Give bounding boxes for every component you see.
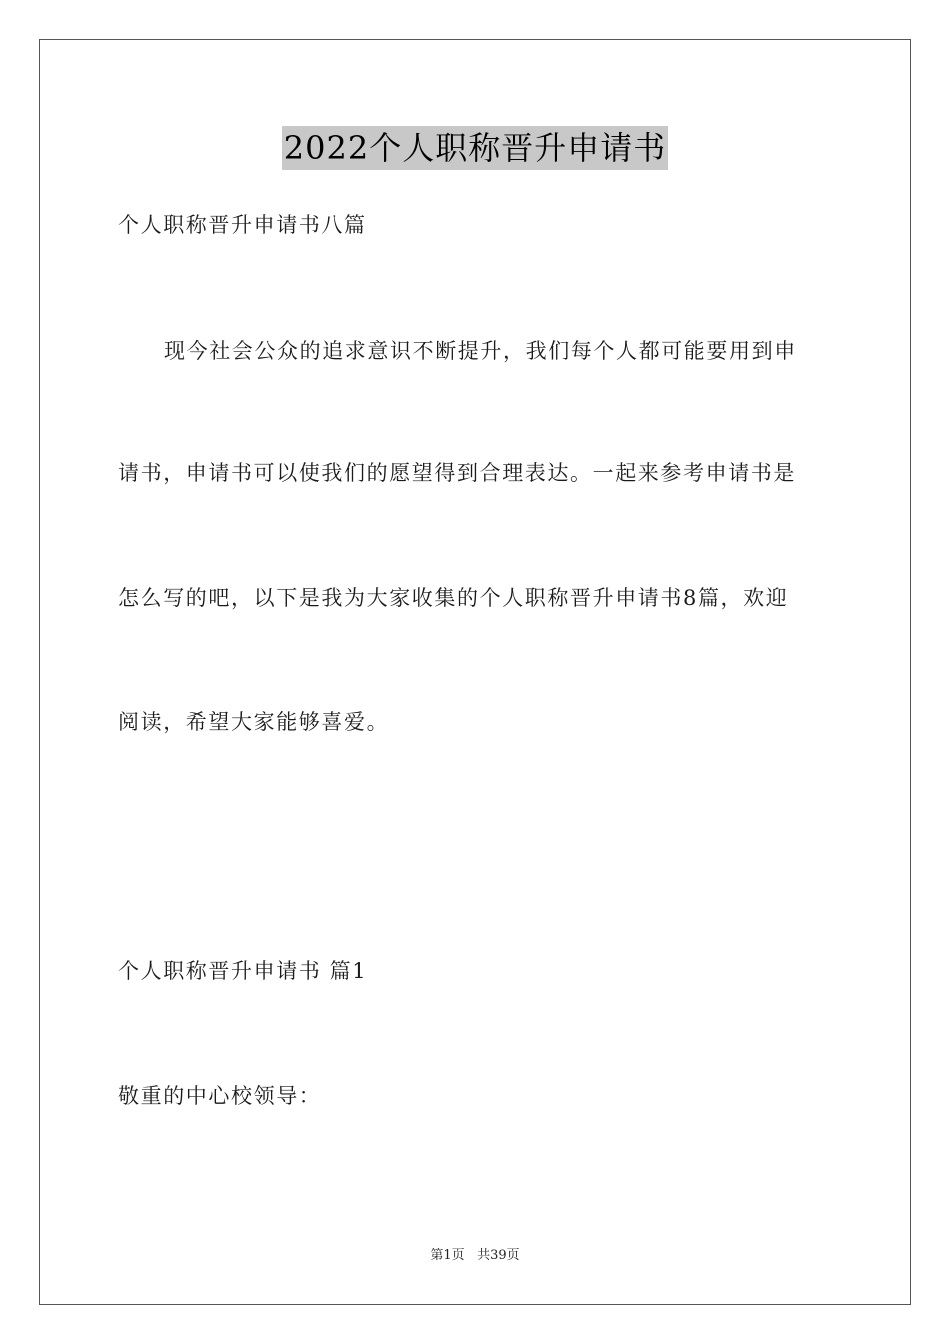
document-subtitle: 个人职称晋升申请书八篇 xyxy=(118,213,367,237)
document-title: 2022个人职称晋升申请书 xyxy=(282,126,668,170)
page-number: 第1页 xyxy=(430,1248,465,1263)
intro-line-3: 怎么写的吧，以下是我为大家收集的个人职称晋升申请书8篇，欢迎 xyxy=(118,586,789,610)
intro-line-1: 现今社会公众的追求意识不断提升，我们每个人都可能要用到申 xyxy=(164,339,797,363)
page-footer xyxy=(0,1247,950,1265)
intro-line-4: 阅读，希望大家能够喜爱。 xyxy=(118,710,390,734)
title-container xyxy=(0,126,950,170)
salutation: 敬重的中心校领导： xyxy=(118,1084,322,1108)
section-heading: 个人职称晋升申请书 篇1 xyxy=(118,959,368,983)
intro-line-2: 请书，申请书可以使我们的愿望得到合理表达。一起来参考申请书是 xyxy=(118,461,796,485)
page-total: 共39页 xyxy=(477,1248,520,1263)
